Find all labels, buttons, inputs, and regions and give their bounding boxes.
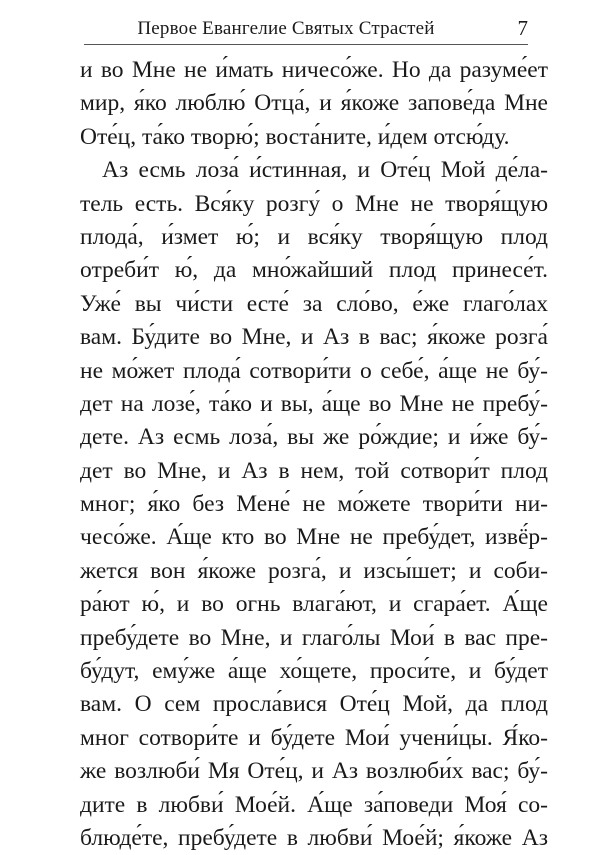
text-line: тель есть. Вся́ку розгу́ о Мне не творя́щую	[80, 190, 548, 217]
text-line: дет во Мне, и Аз в нем, той сотвори́т плод	[80, 457, 548, 484]
text-line: вам. Бу́дите во Мне, и Аз в вас; я́коже розга́	[80, 324, 548, 351]
text-line: же возлюби́ Мя Оте́ц, и Аз возлюби́х вас; бу́-	[80, 758, 548, 785]
running-title: Первое Евангелие Святых Страстей	[137, 18, 435, 39]
text-line: мног сотвори́те и бу́дете Мои́ учени́цы. Я́ко-	[80, 724, 548, 751]
running-head	[84, 14, 528, 45]
text-line: мир, я́ко люблю́ Отца́, и я́коже запове́да Мне	[80, 90, 548, 117]
text-line: дете. Аз есмь лоза́, вы же ро́ждие; и и́же бу́-	[80, 424, 548, 451]
text-line: Оте́ц, та́ко творю́; воста́ните, и́дем отсю́ду.	[80, 123, 510, 150]
text-line: мног; я́ко без Мене́ не мо́жете твори́ти ни-	[80, 491, 548, 518]
text-line: Уже́ вы чи́сти есте́ за сло́во, е́же глаго́лах	[80, 290, 548, 317]
text-line: Аз есмь лоза́ и́стинная, и Оте́ц Мой де́ла-	[102, 157, 548, 184]
text-line: и во Мне не и́мать ничесо́же. Но да разуме́ет	[80, 57, 548, 83]
text-line: ра́ют ю́, и во огнь влага́ют, и сгара́ет. А́ще	[80, 591, 548, 618]
text-line: плода́, и́змет ю́; и вся́ку творя́щую плод	[80, 223, 548, 250]
text-line: чесо́же. А́ще кто во Мне не пребу́дет, извё́р-	[80, 524, 548, 551]
text-line: пребу́дете во Мне, и глаго́лы Мои́ в вас пре-	[80, 624, 548, 651]
page-number: 7	[517, 16, 528, 40]
text-line: блюде́те, пребу́дете в любви́ Мое́й; я́коже Аз	[80, 824, 548, 851]
text-line: вам. О сем просла́вися Оте́ц Мой, да плод	[80, 691, 548, 718]
text-line: дет на лозе́, та́ко и вы, а́ще во Мне не пребу́-	[80, 390, 548, 417]
scripture-text	[80, 54, 548, 855]
text-line: отреби́т ю́, да мно́жайший плод принесе́т.	[80, 257, 548, 284]
text-line: бу́дут, ему́же а́ще хо́щете, проси́те, и бу́дет	[80, 658, 548, 685]
text-line: жется вон я́коже розга́, и изсы́шет; и соби-	[80, 557, 548, 584]
text-line: не мо́жет плода́ сотвори́ти о себе́, а́ще не бу́-	[80, 357, 548, 384]
text-line: дите в любви́ Мое́й. А́ще за́поведи Моя́ со-	[80, 791, 548, 818]
